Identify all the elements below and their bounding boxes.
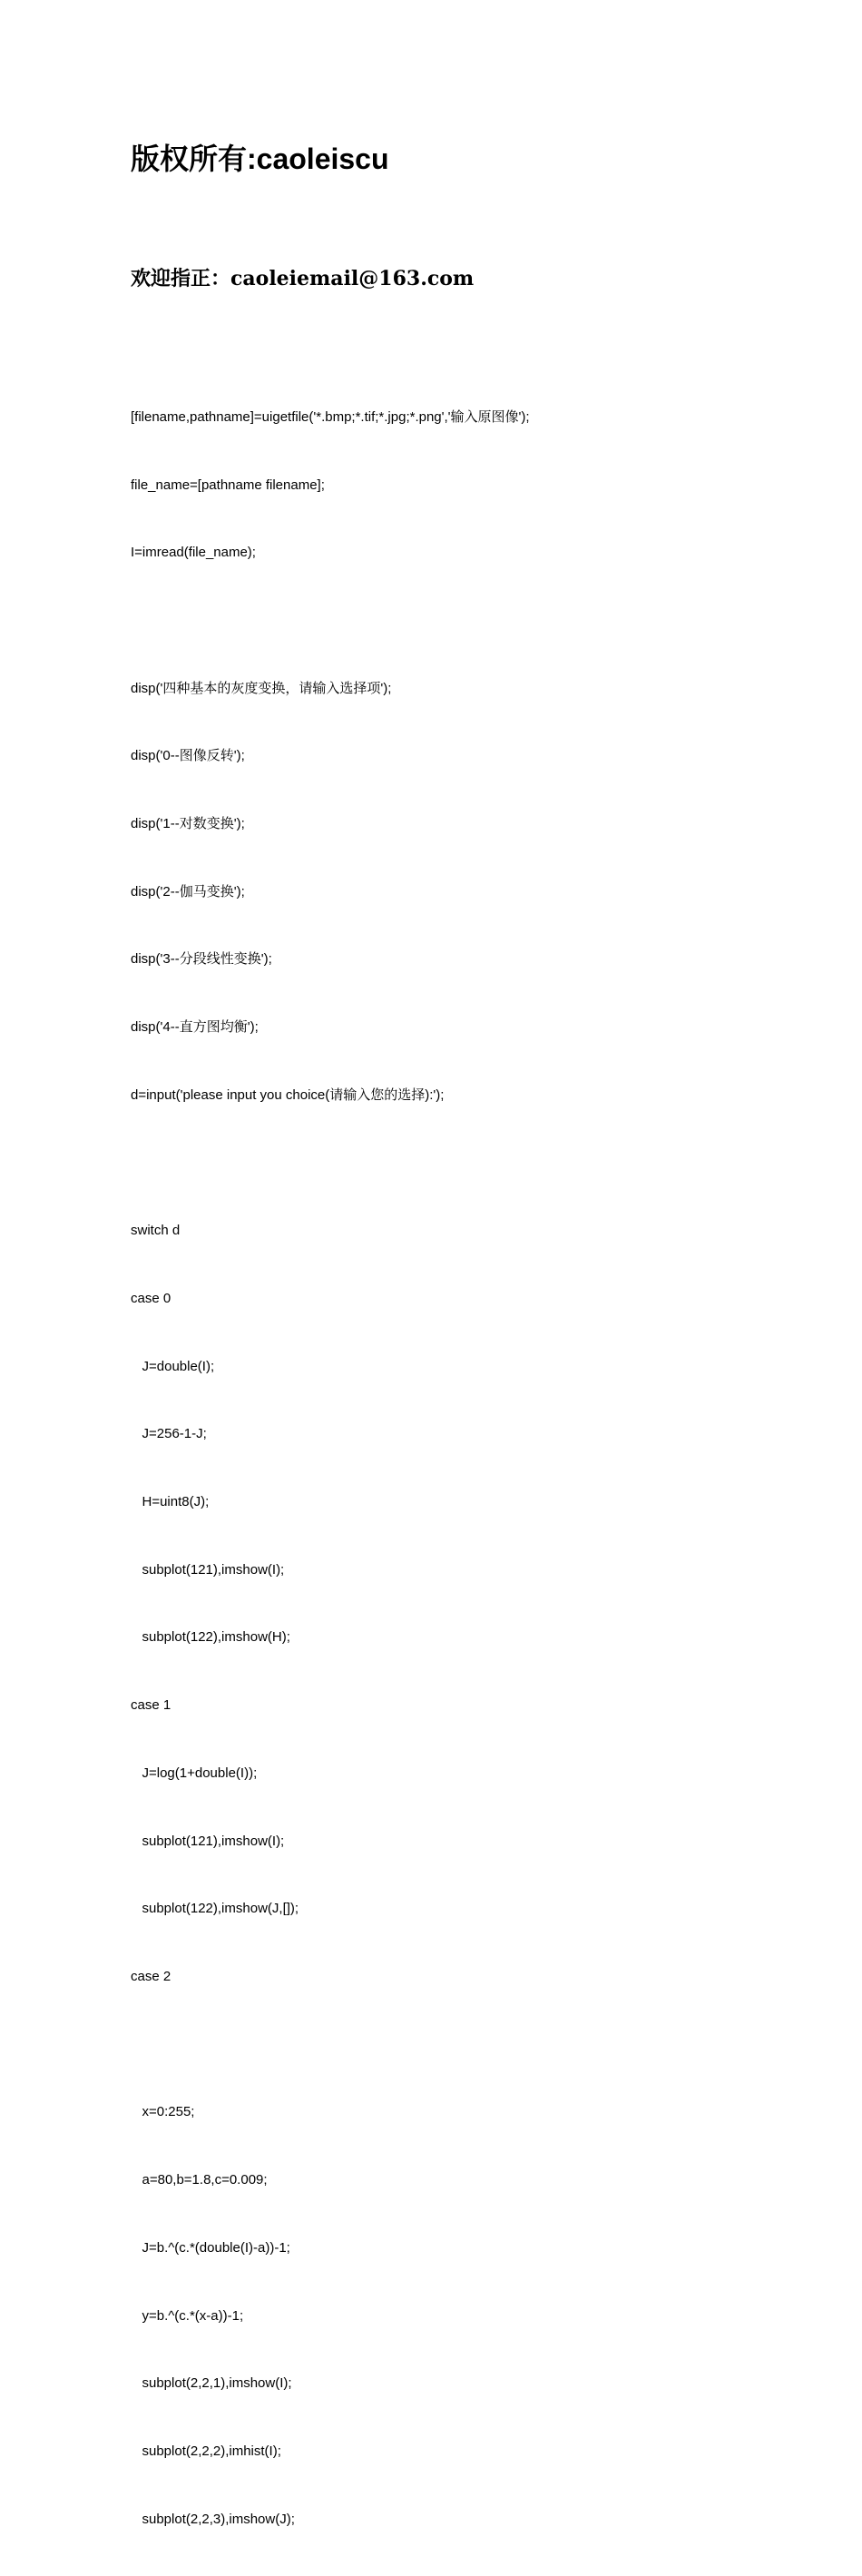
document-title: 版权所有:caoleiscu <box>131 143 389 175</box>
code-line: file_name=[pathname filename]; <box>131 477 325 493</box>
code-block <box>131 361 530 2576</box>
code-line: disp('1--对数变换'); <box>131 816 245 832</box>
code-line: case 0 <box>131 1290 171 1306</box>
code-line: J=256-1-J; <box>131 1426 207 1442</box>
code-line: case 2 <box>131 1968 171 1984</box>
code-line: J=double(I); <box>131 1358 215 1374</box>
document-subtitle: 欢迎指正：caoleiemail@163.com <box>131 267 475 290</box>
code-line: a=80,b=1.8,c=0.009; <box>131 2172 268 2188</box>
code-line: switch d <box>131 1223 181 1239</box>
code-line: subplot(2,2,2),imhist(I); <box>131 2443 281 2459</box>
code-line: subplot(2,2,1),imshow(I); <box>131 2375 292 2392</box>
code-line: subplot(121),imshow(I); <box>131 1561 285 1578</box>
code-line: disp('0--图像反转'); <box>131 748 245 764</box>
code-line: disp('2--伽马变换'); <box>131 883 245 900</box>
code-line: d=input('please input you choice(请输入您的选择):'); <box>131 1086 445 1103</box>
code-line: disp('四种基本的灰度变换，请输入选择项'); <box>131 680 392 696</box>
code-line: case 1 <box>131 1697 171 1714</box>
code-line: H=uint8(J); <box>131 1494 210 1510</box>
code-line: [filename,pathname]=uigetfile('*.bmp;*.tif;*.jpg;*.png','输入原图像'); <box>131 408 530 425</box>
code-line: disp('4--直方图均衡'); <box>131 1019 259 1036</box>
code-line: y=b.^(c.*(x-a))-1; <box>131 2307 244 2324</box>
code-line <box>131 2034 530 2057</box>
code-line: J=b.^(c.*(double(I)-a))-1; <box>131 2239 290 2256</box>
code-line: I=imread(file_name); <box>131 545 256 561</box>
code-line: subplot(122),imshow(H); <box>131 1629 290 1646</box>
code-line <box>131 1153 530 1175</box>
code-line: subplot(121),imshow(I); <box>131 1833 285 1849</box>
code-line: disp('3--分段线性变换'); <box>131 951 272 968</box>
code-line: subplot(2,2,3),imshow(J); <box>131 2511 295 2527</box>
code-line: x=0:255; <box>131 2104 195 2120</box>
code-line <box>131 610 530 633</box>
code-line: subplot(122),imshow(J,[]); <box>131 1901 299 1917</box>
code-line: J=log(1+double(I)); <box>131 1765 258 1781</box>
